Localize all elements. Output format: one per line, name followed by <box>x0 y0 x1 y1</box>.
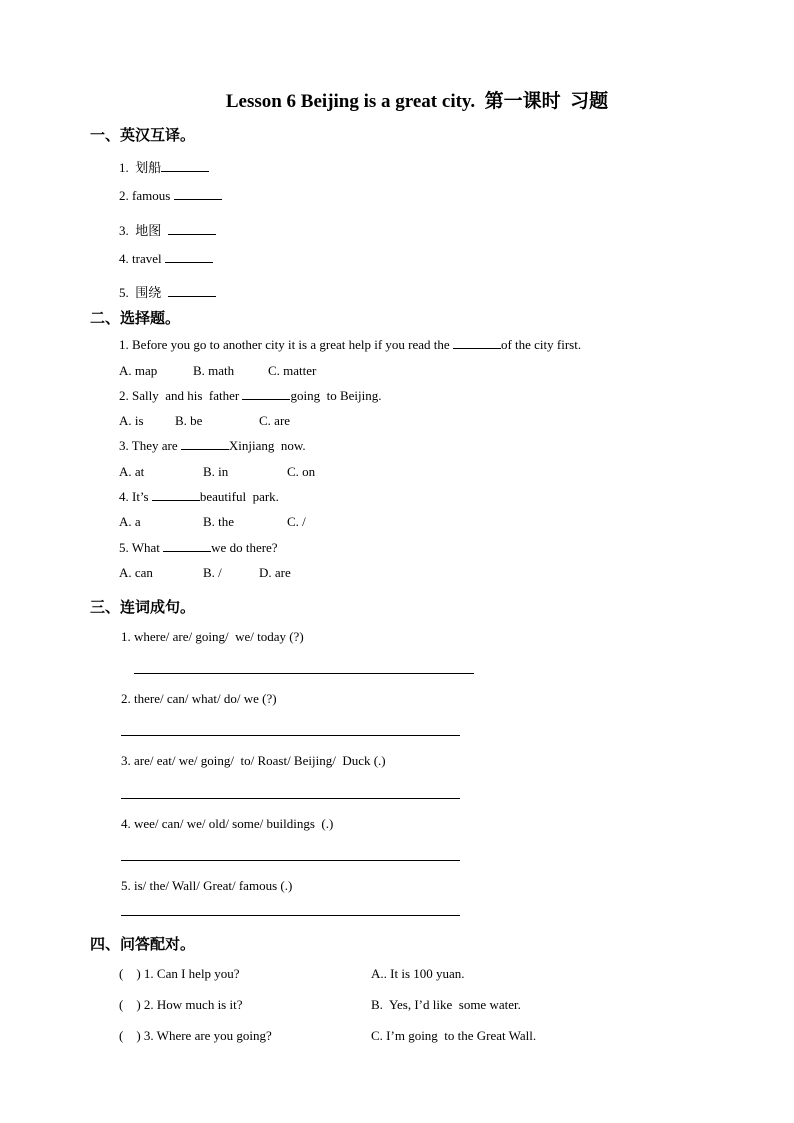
sentence-prompt-3: 3. are/ eat/ we/ going/ to/ Roast/ Beijing/ Duck (.) <box>121 753 386 768</box>
page-title: Lesson 6 Beijing is a great city. 第一课时 习题 <box>225 91 609 112</box>
answer-line[interactable] <box>121 915 460 916</box>
sentence-prompt-1: 1. where/ are/ going/ we/ today (?) <box>121 629 304 644</box>
answer-blank[interactable] <box>242 388 290 400</box>
choice-question-4: 4. It’s beautiful park. <box>119 489 279 504</box>
matching-answer-c: C. I’m going to the Great Wall. <box>371 1028 537 1043</box>
choice-option[interactable]: D. are <box>259 565 291 580</box>
section-heading-translation: 一、英汉互译。 <box>90 128 196 144</box>
choice-option[interactable]: B. be <box>175 413 203 428</box>
choice-question-5: 5. What we do there? <box>119 540 278 555</box>
choice-option[interactable]: C. are <box>259 413 291 428</box>
translation-item-1: 1. 划船 <box>119 157 209 176</box>
choice-option[interactable]: C. / <box>287 514 306 529</box>
answer-line[interactable] <box>121 735 460 736</box>
translation-item-3: 3. 地图 <box>119 220 216 239</box>
choice-option[interactable]: B. in <box>203 464 229 479</box>
answer-line[interactable] <box>121 860 460 861</box>
choice-option[interactable]: A. can <box>119 565 153 580</box>
answer-blank[interactable] <box>453 337 501 349</box>
choice-option[interactable]: B. math <box>193 363 235 378</box>
choice-option[interactable]: A. map <box>119 363 158 378</box>
translation-item-5: 5. 围绕 <box>119 282 216 301</box>
translation-item-4: 4. travel <box>119 251 213 267</box>
choice-option[interactable]: A. at <box>119 464 145 479</box>
choice-option[interactable]: A. a <box>119 514 141 529</box>
translation-item-2: 2. famous <box>119 188 222 204</box>
choice-option[interactable]: C. matter <box>268 363 317 378</box>
answer-blank[interactable] <box>161 160 209 172</box>
sentence-prompt-5: 5. is/ the/ Wall/ Great/ famous (.) <box>121 878 293 893</box>
answer-blank[interactable] <box>152 489 200 501</box>
section-heading-matching: 四、问答配对。 <box>90 937 196 953</box>
answer-blank[interactable] <box>163 540 211 552</box>
choice-option[interactable]: C. on <box>287 464 316 479</box>
answer-blank[interactable] <box>168 223 216 235</box>
answer-line[interactable] <box>134 673 474 674</box>
matching-question-2[interactable]: ( ) 2. How much is it? <box>119 997 243 1012</box>
answer-blank[interactable] <box>168 285 216 297</box>
matching-answer-b: B. Yes, I’d like some water. <box>371 997 521 1012</box>
matching-answer-a: A.. It is 100 yuan. <box>371 966 465 981</box>
choice-question-3: 3. They are Xinjiang now. <box>119 438 306 453</box>
answer-blank[interactable] <box>174 188 222 200</box>
section-heading-choice: 二、选择题。 <box>90 311 181 327</box>
answer-blank[interactable] <box>165 251 213 263</box>
choice-question-2: 2. Sally and his father going to Beijing. <box>119 388 382 403</box>
choice-option[interactable]: A. is <box>119 413 144 428</box>
choice-question-1: 1. Before you go to another city it is a great help if you read the of the city first. <box>119 337 582 352</box>
choice-option[interactable]: B. the <box>203 514 235 529</box>
sentence-prompt-4: 4. wee/ can/ we/ old/ some/ buildings (.) <box>121 816 334 831</box>
section-heading-sentence: 三、连词成句。 <box>90 600 196 616</box>
sentence-prompt-2: 2. there/ can/ what/ do/ we (?) <box>121 691 277 706</box>
matching-question-1[interactable]: ( ) 1. Can I help you? <box>119 966 240 981</box>
matching-question-3[interactable]: ( ) 3. Where are you going? <box>119 1028 272 1043</box>
answer-blank[interactable] <box>181 438 229 450</box>
choice-option[interactable]: B. / <box>203 565 222 580</box>
answer-line[interactable] <box>121 798 460 799</box>
